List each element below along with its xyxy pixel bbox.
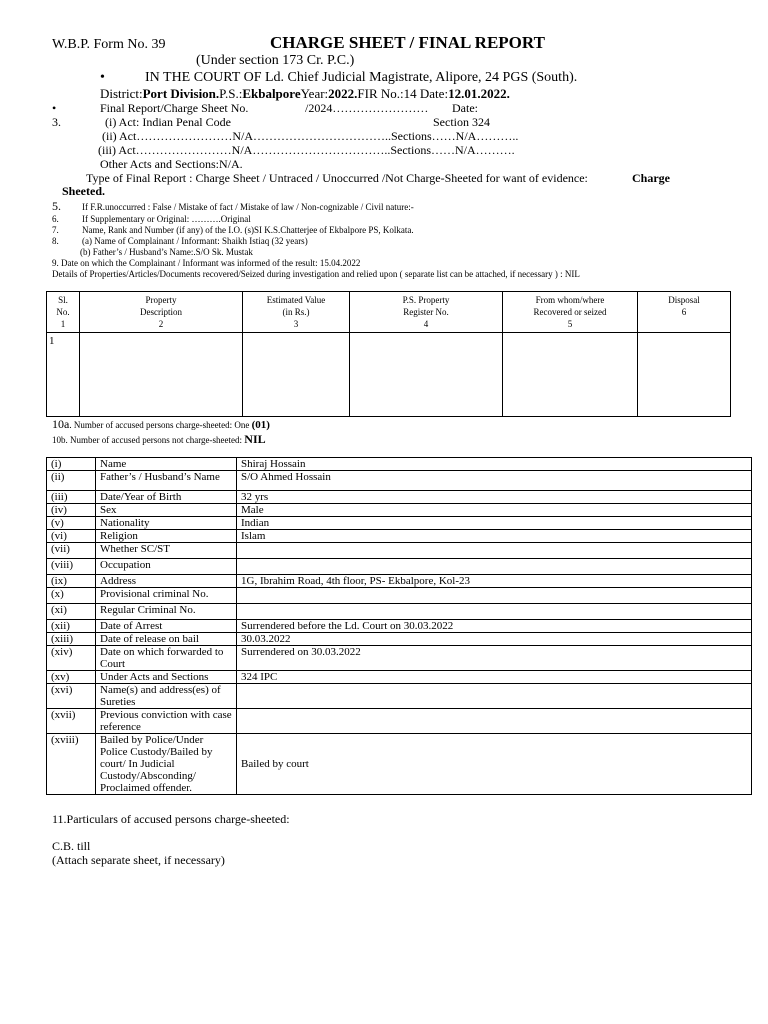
table-row (47, 458, 752, 471)
row-label: Religion (96, 530, 237, 543)
table-row (47, 504, 752, 517)
table-row (47, 471, 752, 491)
row-label: Previous conviction with case reference (96, 709, 237, 734)
final-report-type-value-cont: Sheeted. (62, 184, 105, 198)
accused-not-charge-sheeted: 10b. Number of accused persons not charge-sheeted: NIL (52, 432, 266, 446)
item-5: If F.R.unoccurred : False / Mistake of fact / Mistake of law / Non-cognizable / Civil nature:- (82, 202, 414, 212)
accused-details-table (46, 457, 752, 795)
row-number: (xvii) (47, 709, 96, 734)
district-line: District:Port Division.P.S.:EkbalporeYear:2022.FIR No.:14 Date:12.01.2022. (100, 86, 510, 101)
cb-till: C.B. till (52, 839, 91, 853)
row-label: Whether SC/ST (96, 543, 237, 559)
table-row (47, 559, 752, 575)
header-estimated-value: Estimated Value (in Rs.) 3 (243, 292, 350, 333)
row-number: (iii) (47, 491, 96, 504)
row-value: Islam (237, 530, 752, 543)
row-label: Date on which forwarded to Court (96, 646, 237, 671)
final-report-type: Type of Final Report : Charge Sheet / Untraced / Unoccurred /Not Charge-Sheeted for want of evidence: (86, 171, 588, 185)
row-value: 324 IPC (237, 671, 752, 684)
act-ii: (ii) Act……………………N/A……………………………..Sections……N/A……….. (102, 129, 519, 143)
row-label: Regular Criminal No. (96, 604, 237, 620)
document-title: CHARGE SHEET / FINAL REPORT (270, 33, 545, 52)
row-number: (x) (47, 588, 96, 604)
row-value: Male (237, 504, 752, 517)
row-number: (xviii) (47, 734, 96, 795)
row-label: Bailed by Police/Under Police Custody/Bailed by court/ In Judicial Custody/Absconding/ Proclaimed offender. (96, 734, 237, 795)
row-value: Shiraj Hossain (237, 458, 752, 471)
item-8a: (a) Name of Complainant / Informant: Shaikh Istiaq (32 years) (82, 236, 308, 246)
header-property-description: Property Description 2 (80, 292, 243, 333)
header-sl-no: Sl. No. 1 (47, 292, 80, 333)
table-row (47, 620, 752, 633)
row-value (237, 709, 752, 734)
attach-note: (Attach separate sheet, if necessary) (52, 853, 225, 867)
row-label: Name(s) and address(es) of Sureties (96, 684, 237, 709)
under-section: (Under section 173 Cr. P.C.) (196, 53, 355, 68)
act-iii: (iii) Act……………………N/A……………………………..Sections……N/A………. (98, 143, 515, 157)
row-label: Occupation (96, 559, 237, 575)
row-label: Father’s / Husband’s Name (96, 471, 237, 491)
details-properties: Details of Properties/Articles/Documents recovered/Seized during investigation and relied upon ( separate list can be attached, if necessary ) : NIL (52, 269, 580, 279)
row-label: Address (96, 575, 237, 588)
row-label: Name (96, 458, 237, 471)
table-row (47, 575, 752, 588)
table-row (47, 734, 752, 795)
header-disposal: Disposal 6 (638, 292, 731, 333)
item-number: 5. (52, 199, 61, 213)
row-number: (vi) (47, 530, 96, 543)
row-number: (v) (47, 517, 96, 530)
report-date: Date: (452, 101, 478, 115)
row-value: 30.03.2022 (237, 633, 752, 646)
form-number: W.B.P. Form No. 39 (52, 37, 166, 52)
row-number: (xvi) (47, 684, 96, 709)
table-row (47, 333, 731, 417)
header-ps-register: P.S. Property Register No. 4 (350, 292, 503, 333)
item-9: 9. Date on which the Complainant / Informant was informed of the result: 15.04.2022 (52, 258, 361, 268)
accused-charge-sheeted: 10a. Number of accused persons charge-sheeted: One (01) (52, 417, 270, 431)
row-value: 32 yrs (237, 491, 752, 504)
row-value: Surrendered before the Ld. Court on 30.03.2022 (237, 620, 752, 633)
row-number: (iv) (47, 504, 96, 517)
row-value (237, 684, 752, 709)
table-row (47, 671, 752, 684)
row-number: (ii) (47, 471, 96, 491)
item-number: 3. (52, 115, 61, 129)
row-value (237, 588, 752, 604)
table-cell (638, 333, 731, 417)
header-recovered-from: From whom/where Recovered or seized 5 (503, 292, 638, 333)
item-7: Name, Rank and Number (if any) of the I.O. (s)SI K.S.Chatterjee of Ekbalpore PS, Kolkata. (82, 225, 414, 235)
act-i: (i) Act: Indian Penal Code (105, 115, 231, 129)
table-cell (243, 333, 350, 417)
row-value: Surrendered on 30.03.2022 (237, 646, 752, 671)
row-label: Sex (96, 504, 237, 517)
row-label: Under Acts and Sections (96, 671, 237, 684)
row-label: Nationality (96, 517, 237, 530)
row-value: S/O Ahmed Hossain (237, 471, 752, 491)
row-label: Date of Arrest (96, 620, 237, 633)
table-row (47, 604, 752, 620)
item-number: 7. (52, 225, 59, 235)
table-row (47, 646, 752, 671)
row-label: Date of release on bail (96, 633, 237, 646)
row-sl-no: 1 (47, 333, 80, 417)
bullet: • (52, 101, 57, 115)
table-row (47, 543, 752, 559)
row-value (237, 559, 752, 575)
row-number: (xv) (47, 671, 96, 684)
row-number: (xi) (47, 604, 96, 620)
table-cell (80, 333, 243, 417)
row-value: Bailed by court (237, 734, 752, 795)
report-year: /2024…………………… (305, 101, 429, 115)
row-number: (vii) (47, 543, 96, 559)
item-6: If Supplementary or Original: ……….Original (82, 214, 251, 224)
row-label: Date/Year of Birth (96, 491, 237, 504)
item-number: 6. (52, 214, 59, 224)
row-value (237, 543, 752, 559)
row-value (237, 604, 752, 620)
particulars-heading: 11.Particulars of accused persons charge-sheeted: (52, 812, 290, 826)
table-row (47, 684, 752, 709)
table-row (47, 491, 752, 504)
table-cell (350, 333, 503, 417)
row-number: (viii) (47, 559, 96, 575)
table-header-row (47, 292, 731, 333)
other-acts: Other Acts and Sections:N/A. (100, 157, 243, 171)
table-row (47, 709, 752, 734)
property-table (46, 291, 731, 417)
row-label: Provisional criminal No. (96, 588, 237, 604)
court-name: IN THE COURT OF Ld. Chief Judicial Magistrate, Alipore, 24 PGS (South). (145, 70, 578, 85)
row-number: (ix) (47, 575, 96, 588)
row-number: (xiii) (47, 633, 96, 646)
final-report-type-value: Charge (632, 171, 670, 185)
item-8b: (b) Father’s / Husband’s Name:.S/O Sk. Mustak (80, 247, 253, 257)
item-number: 8. (52, 236, 59, 246)
bullet: • (100, 70, 105, 85)
row-number: (xiv) (47, 646, 96, 671)
table-cell (503, 333, 638, 417)
row-value: Indian (237, 517, 752, 530)
row-number: (i) (47, 458, 96, 471)
row-number: (xii) (47, 620, 96, 633)
table-row (47, 530, 752, 543)
table-row (47, 633, 752, 646)
row-value: 1G, Ibrahim Road, 4th floor, PS- Ekbalpore, Kol-23 (237, 575, 752, 588)
table-row (47, 588, 752, 604)
table-row (47, 517, 752, 530)
final-report-line: Final Report/Charge Sheet No. (100, 101, 249, 115)
section-i: Section 324 (433, 115, 490, 129)
